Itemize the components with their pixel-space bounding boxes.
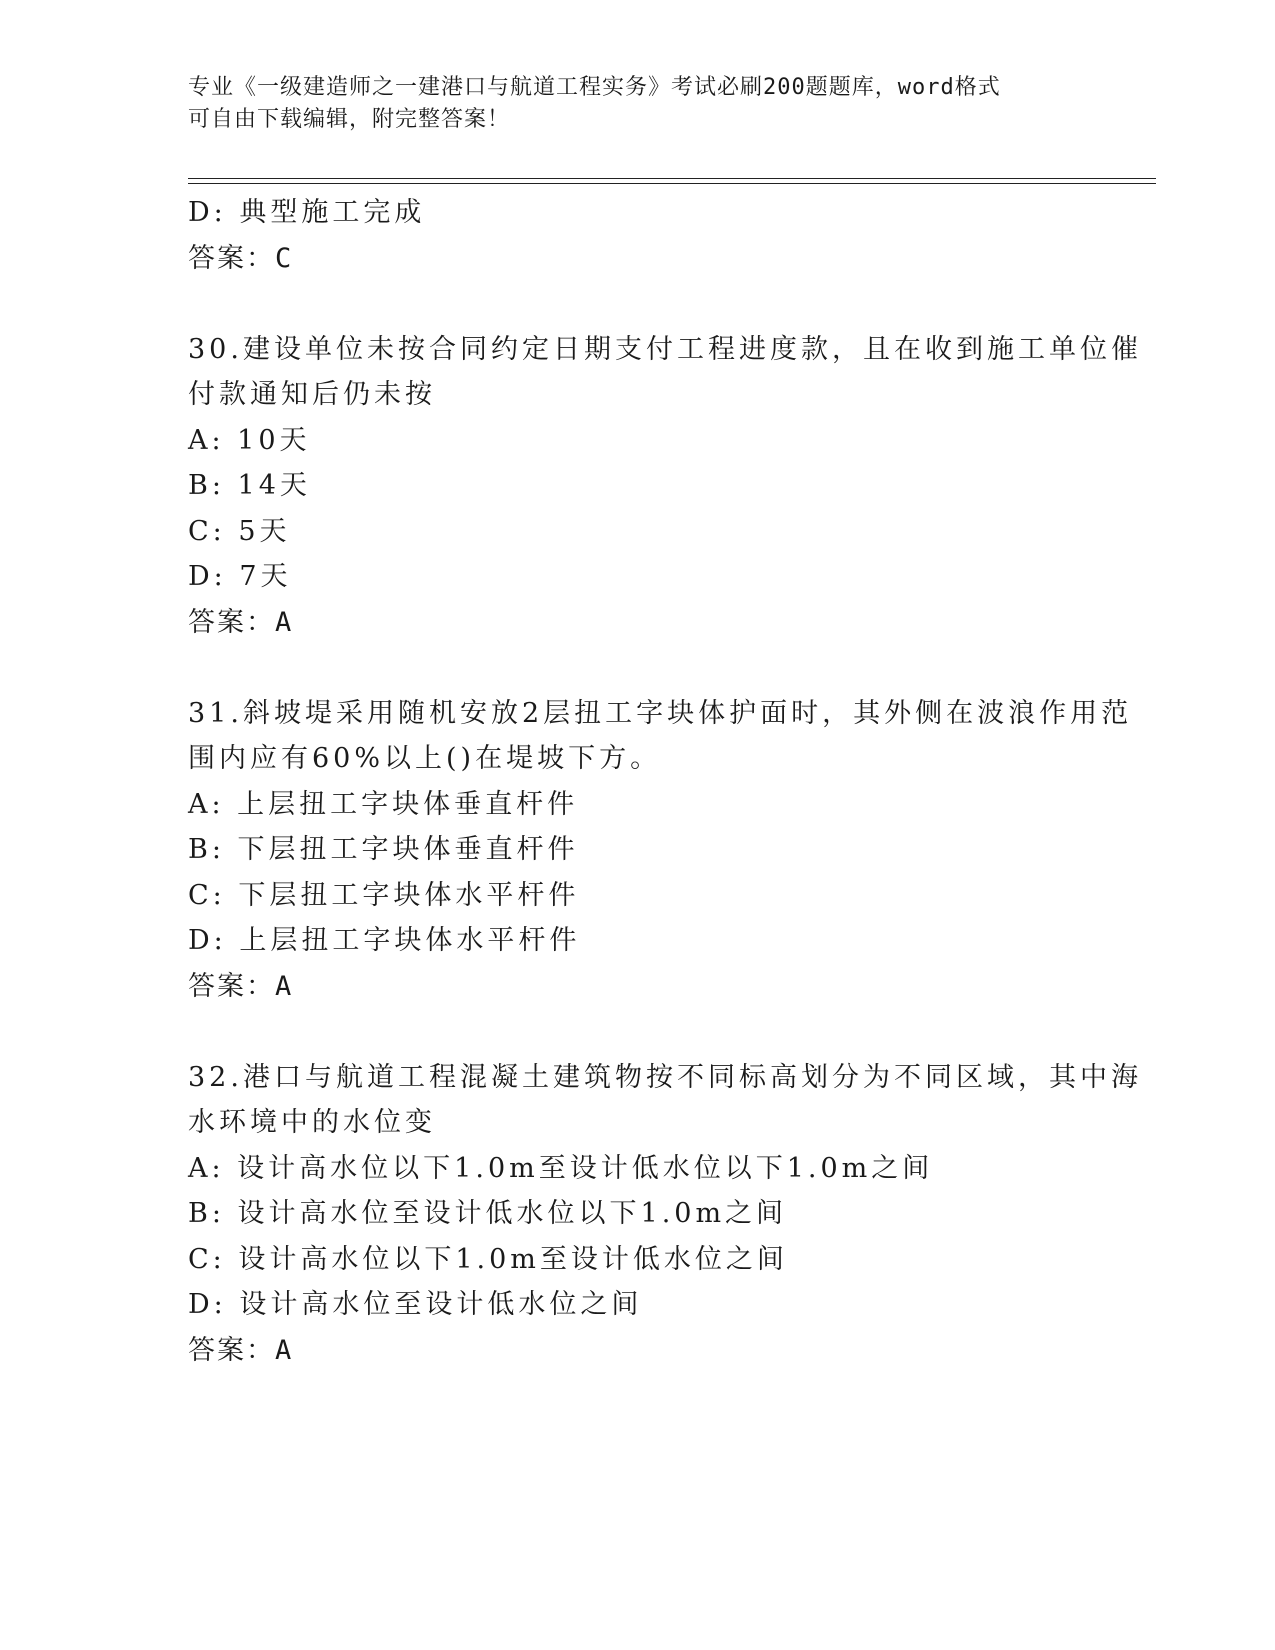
- question-stem: 30.建设单位未按合同约定日期支付工程进度款，且在收到施工单位催: [188, 333, 1142, 365]
- question-stem-cont: 水环境中的水位变: [188, 1107, 436, 1138]
- option-d: D: 设计高水位至设计低水位之间: [188, 1289, 643, 1320]
- question-32: [188, 1055, 1142, 1374]
- prev-answer: 答案：C: [188, 242, 294, 274]
- question-stem: 32.港口与航道工程混凝土建筑物按不同标高划分为不同区域，其中海: [188, 1061, 1142, 1093]
- option-b: B: 14天: [188, 470, 311, 501]
- question-list: [188, 190, 1142, 1373]
- question-30: [188, 327, 1142, 646]
- answer: 答案：A: [188, 970, 294, 1002]
- option-b: B: 下层扭工字块体垂直杆件: [188, 834, 579, 865]
- spacer: [188, 281, 1088, 327]
- header-line-2: 可自由下载编辑，附完整答案！: [188, 107, 511, 132]
- option-a: A: 设计高水位以下1.0m至设计低水位以下1.0m之间: [188, 1152, 934, 1184]
- option-d: D: 上层扭工字块体水平杆件: [188, 925, 581, 956]
- question-stem-cont: 付款通知后仍未按: [188, 379, 436, 410]
- spacer: [188, 1009, 1088, 1055]
- option-a: A: 上层扭工字块体垂直杆件: [188, 788, 579, 820]
- spacer: [188, 645, 1088, 691]
- question-stem-cont: 围内应有60%以上()在堤坡下方。: [188, 743, 662, 774]
- document-header: [188, 72, 1068, 136]
- option-c: C: 下层扭工字块体水平杆件: [188, 879, 580, 911]
- header-line-1: 专业《一级建造师之一建港口与航道工程实务》考试必刷200题题库，word格式: [188, 75, 1001, 100]
- answer: 答案：A: [188, 1334, 294, 1366]
- question-stem: 31.斜坡堤采用随机安放2层扭工字块体护面时，其外侧在波浪作用范: [188, 697, 1133, 729]
- option-c: C: 设计高水位以下1.0m至设计低水位之间: [188, 1243, 788, 1275]
- answer: 答案：A: [188, 606, 294, 638]
- option-d: D: 7天: [188, 561, 292, 592]
- header-divider-bottom: [188, 183, 1156, 184]
- header-divider-top: [188, 178, 1156, 179]
- question-31: [188, 691, 1133, 1010]
- option-a: A: 10天: [188, 424, 311, 456]
- option-b: B: 设计高水位至设计低水位以下1.0m之间: [188, 1198, 788, 1229]
- option-c: C: 5天: [188, 515, 291, 547]
- prev-option-d: D: 典型施工完成: [188, 197, 426, 228]
